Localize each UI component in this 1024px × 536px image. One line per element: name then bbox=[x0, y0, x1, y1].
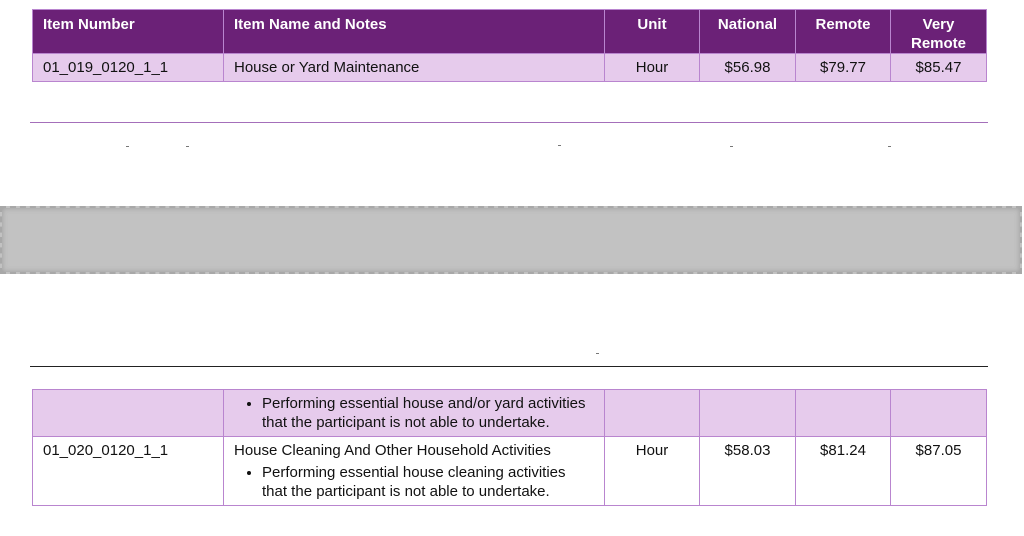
item-number-cell bbox=[33, 390, 224, 437]
item-name-notes-cell bbox=[224, 437, 605, 506]
header-remote: Remote bbox=[796, 10, 891, 54]
unit-cell bbox=[605, 390, 700, 437]
header-very-remote-line2: Remote bbox=[910, 35, 966, 52]
scan-speck bbox=[558, 145, 561, 146]
header-item-number: Item Number bbox=[33, 10, 224, 54]
price-table-top bbox=[32, 9, 987, 82]
national-price-cell: $56.98 bbox=[700, 54, 796, 82]
very-remote-price-cell bbox=[891, 390, 987, 437]
note-item: • Performing essential house and/or yard activities that the participant is not able to undertake. bbox=[262, 394, 594, 432]
header-very-remote bbox=[891, 10, 987, 54]
national-price-cell: $58.03 bbox=[700, 437, 796, 506]
table-row bbox=[33, 54, 987, 82]
header-unit: Unit bbox=[605, 10, 700, 54]
redaction-bar bbox=[0, 206, 1022, 274]
remote-price-cell: $81.24 bbox=[796, 437, 891, 506]
header-very-remote-line1: Very bbox=[922, 16, 955, 33]
item-name: House Cleaning And Other Household Activities bbox=[234, 442, 551, 459]
table-row bbox=[33, 437, 987, 506]
very-remote-price-cell: $87.05 bbox=[891, 437, 987, 506]
notes-list bbox=[234, 394, 594, 432]
national-price-cell bbox=[700, 390, 796, 437]
scan-speck bbox=[186, 146, 189, 147]
page-divider bbox=[30, 122, 988, 123]
table-header bbox=[33, 10, 987, 54]
item-name-cell: House or Yard Maintenance bbox=[224, 54, 605, 82]
notes-list bbox=[234, 463, 594, 501]
scan-speck bbox=[596, 353, 599, 354]
scan-speck bbox=[730, 146, 733, 147]
price-table-bottom bbox=[32, 389, 987, 506]
remote-price-cell bbox=[796, 390, 891, 437]
unit-cell: Hour bbox=[605, 437, 700, 506]
header-national: National bbox=[700, 10, 796, 54]
note-item: • Performing essential house cleaning activities that the participant is not able to undertake. bbox=[262, 463, 594, 501]
header-item-name-notes: Item Name and Notes bbox=[224, 10, 605, 54]
page-divider bbox=[30, 366, 988, 367]
item-number-cell: 01_020_0120_1_1 bbox=[33, 437, 224, 506]
unit-cell: Hour bbox=[605, 54, 700, 82]
scan-speck bbox=[126, 146, 129, 147]
table-row bbox=[33, 390, 987, 437]
very-remote-price-cell: $85.47 bbox=[891, 54, 987, 82]
remote-price-cell: $79.77 bbox=[796, 54, 891, 82]
item-notes-cell bbox=[224, 390, 605, 437]
item-number-cell: 01_019_0120_1_1 bbox=[33, 54, 224, 82]
scan-speck bbox=[888, 146, 891, 147]
